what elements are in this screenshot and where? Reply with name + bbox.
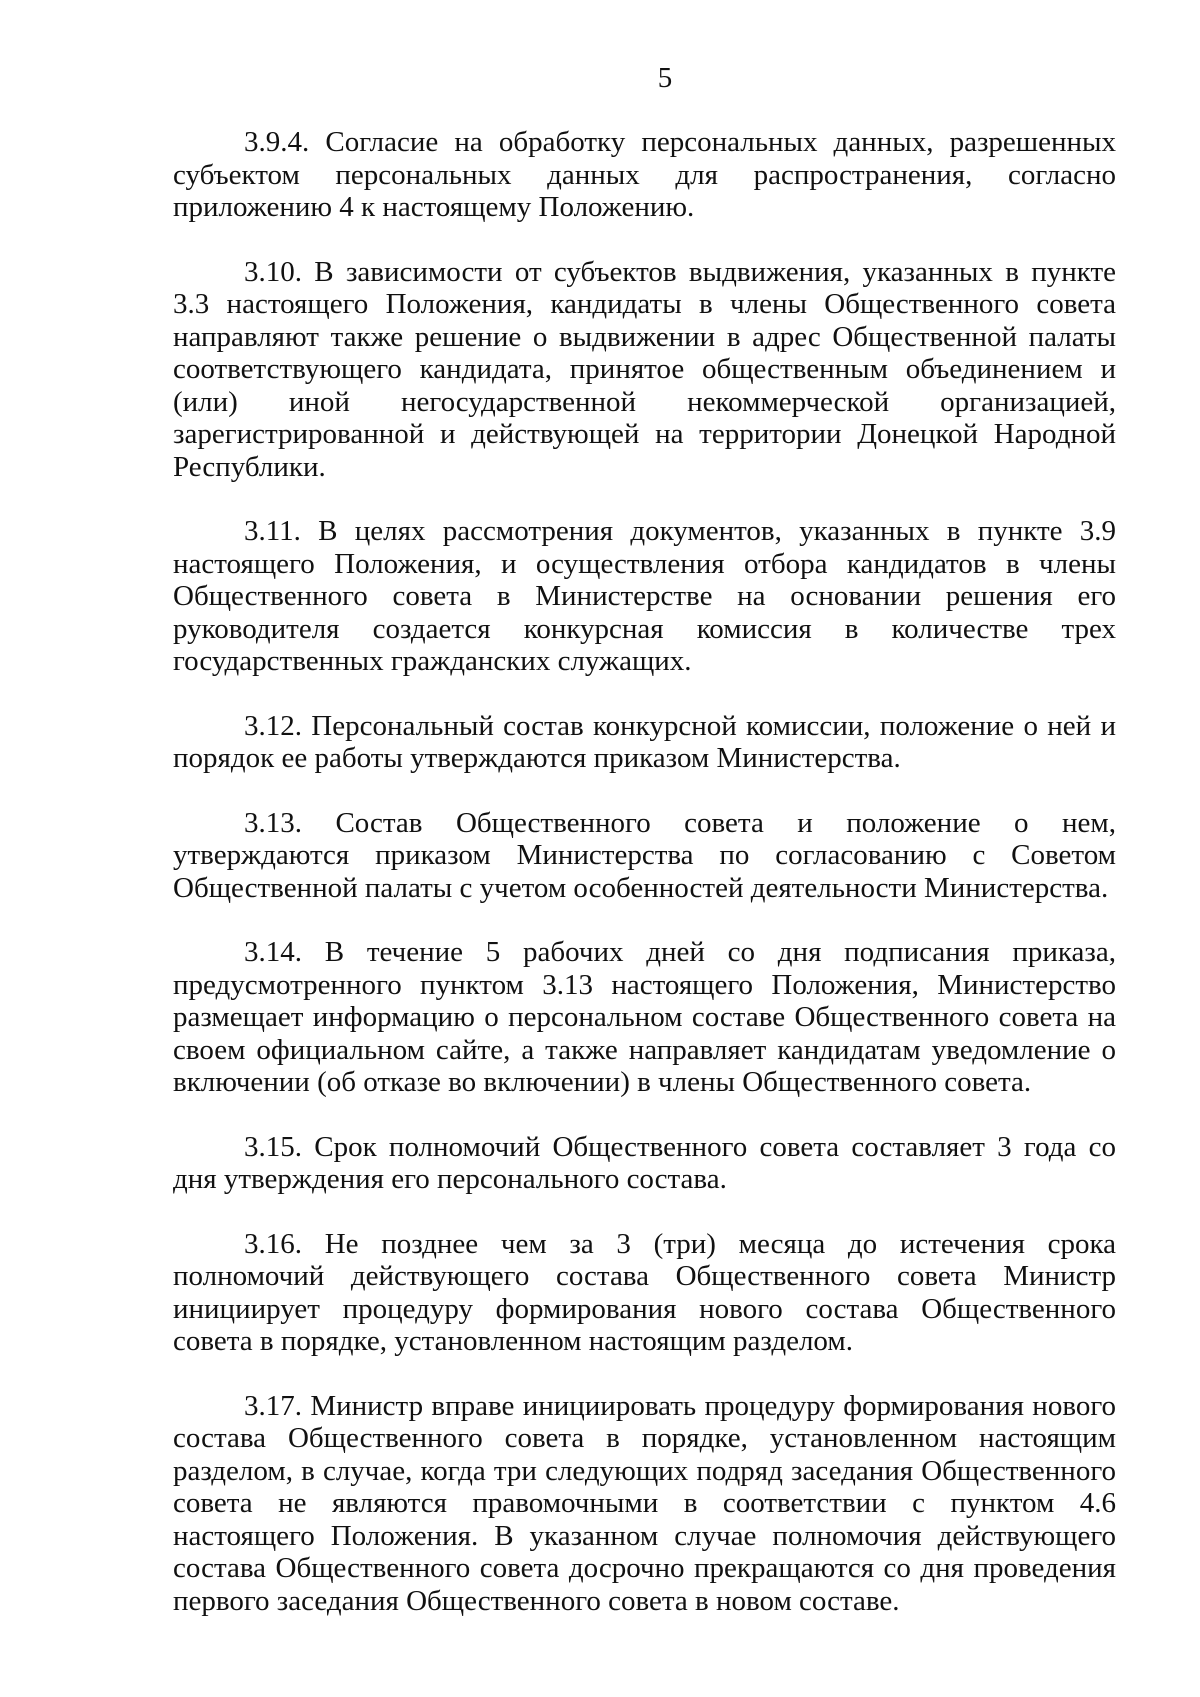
paragraph-3-15: 3.15. Срок полномочий Общественного совета составляет 3 года со дня утверждения его персонального состава. — [173, 1130, 1116, 1195]
document-body — [173, 126, 1116, 1649]
paragraph-3-17: 3.17. Министр вправе инициировать процедуру формирования нового состава Общественного совета в порядке, установленном настоящим разделом, в случае, когда три следующих подряд заседания Общественного совета не являются правомочными в соответствии с пунктом 4.6 настоящего Положения. В указанном случае полномочия действующего состава Общественного совета досрочно прекращаются со дня проведения первого заседания Общественного совета в новом составе. — [173, 1389, 1116, 1617]
paragraph-3-9-4: 3.9.4. Согласие на обработку персональных данных, разрешенных субъектом персональных данных для распространения, согласно приложению 4 к настоящему Положению. — [173, 126, 1116, 223]
page-number: 5 — [657, 62, 673, 94]
paragraph-3-11: 3.11. В целях рассмотрения документов, указанных в пункте 3.9 настоящего Положения, и осуществления отбора кандидатов в члены Общественного совета в Министерстве на основании решения его руководителя создается конкурсная комиссия в количестве трех государственных гражданских служащих. — [173, 515, 1116, 677]
paragraph-3-10: 3.10. В зависимости от субъектов выдвижения, указанных в пункте 3.3 настоящего Положения, кандидаты в члены Общественного совета направляют также решение о выдвижении в адрес Общественной палаты соответствующего кандидата, принятое общественным объединением и (или) иной негосударственной некоммерческой организацией, зарегистрированной и действующей на территории Донецкой Народной Республики. — [173, 255, 1116, 483]
paragraph-3-12: 3.12. Персональный состав конкурсной комиссии, положение о ней и порядок ее работы утверждаются приказом Министерства. — [173, 709, 1116, 774]
paragraph-3-14: 3.14. В течение 5 рабочих дней со дня подписания приказа, предусмотренного пунктом 3.13 настоящего Положения, Министерство размещает информацию о персональном составе Общественного совета на своем официальном сайте, а также направляет кандидатам уведомление о включении (об отказе во включении) в члены Общественного совета. — [173, 936, 1116, 1098]
paragraph-3-16: 3.16. Не позднее чем за 3 (три) месяца до истечения срока полномочий действующего состава Общественного совета Министр инициирует процедуру формирования нового состава Общественного совета в порядке, установленном настоящим разделом. — [173, 1227, 1116, 1357]
paragraph-3-13: 3.13. Состав Общественного совета и положение о нем, утверждаются приказом Министерства по согласованию с Советом Общественной палаты с учетом особенностей деятельности Министерства. — [173, 806, 1116, 904]
